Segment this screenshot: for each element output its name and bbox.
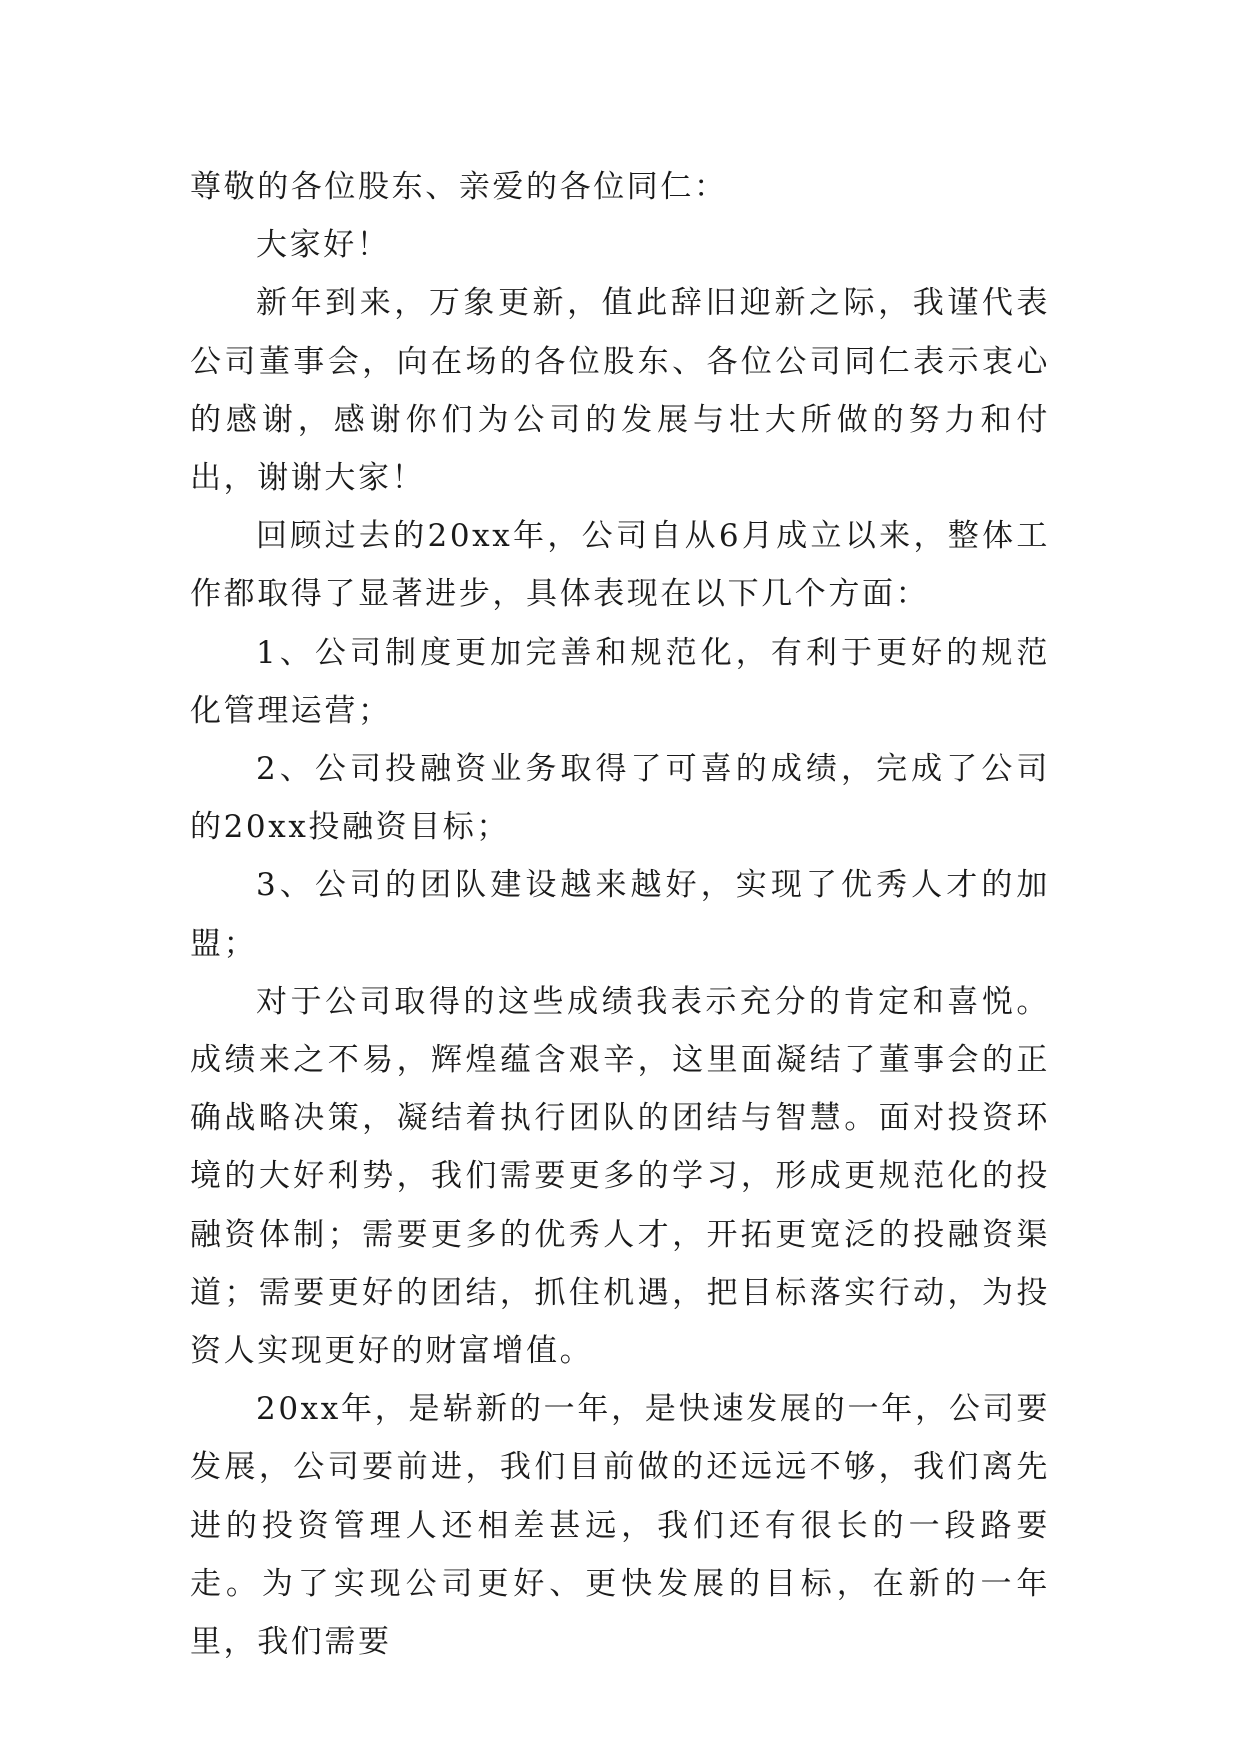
- greeting: 大家好！: [256, 227, 391, 264]
- salutation: 尊敬的各位股东、亲爱的各位同仁：: [190, 169, 728, 205]
- paragraph-outlook: 20xx年，是崭新的一年，是快速发展的一年，公司要发展，公司要前进，我们目前做的还远远不够，我们离先进的投资管理人还相差甚远，我们还有很长的一段路要走。为了实现公司更好、更快发展的目标，在新的一年里，我们需要: [190, 1391, 1050, 1661]
- list-item-2: 2、公司投融资业务取得了可喜的成绩，完成了公司的20xx投融资目标；: [190, 751, 1050, 846]
- list-item-1: 1、公司制度更加完善和规范化，有利于更好的规范化管理运营；: [190, 634, 1050, 729]
- document-body: [190, 158, 1050, 1671]
- list-item-3: 3、公司的团队建设越来越好，实现了优秀人才的加盟；: [190, 867, 1050, 962]
- paragraph-achievements: 对于公司取得的这些成绩我表示充分的肯定和喜悦。成绩来之不易，辉煌蕴含艰辛，这里面凝结了董事会的正确战略决策，凝结着执行团队的团结与智慧。面对投资环境的大好利势，我们需要更多的学习，形成更规范化的投融资体制；需要更多的优秀人才，开拓更宽泛的投融资渠道；需要更好的团结，抓住机遇，把目标落实行动，为投资人实现更好的财富增值。: [190, 983, 1050, 1370]
- paragraph-review: 回顾过去的20xx年，公司自从6月成立以来，整体工作都取得了显著进步，具体表现在以下几个方面：: [190, 518, 1050, 613]
- paragraph-thanks: 新年到来，万象更新，值此辞旧迎新之际，我谨代表公司董事会，向在场的各位股东、各位公司同仁表示衷心的感谢，感谢你们为公司的发展与壮大所做的努力和付出，谢谢大家！: [190, 285, 1050, 497]
